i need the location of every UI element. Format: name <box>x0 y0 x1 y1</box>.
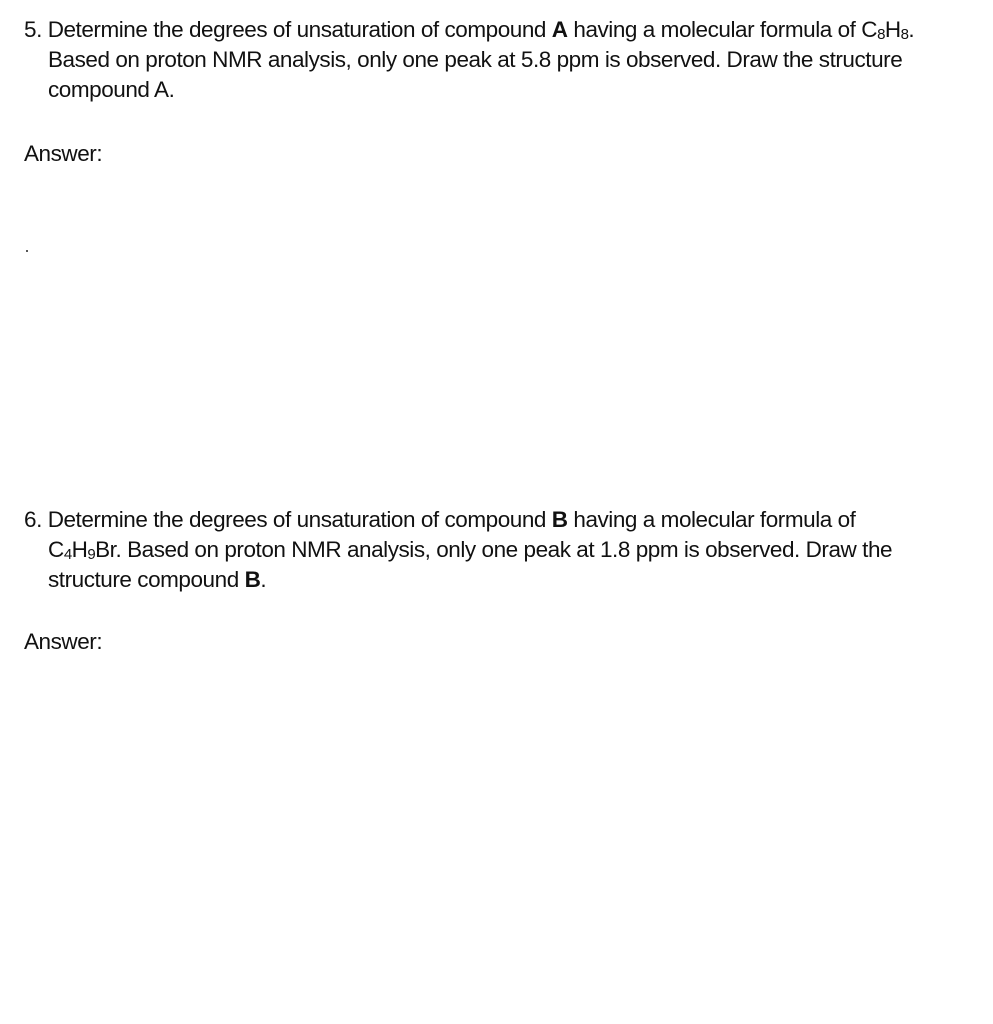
formula-b-bromine: Br <box>95 537 116 562</box>
formula-a <box>861 17 908 42</box>
question-6-line-1 <box>24 505 944 535</box>
formula-b <box>48 537 115 562</box>
formula-b-carbon: C <box>48 537 64 562</box>
question-5 <box>24 15 944 105</box>
question-6 <box>24 505 944 595</box>
formula-b-hydrogen: H <box>71 537 88 562</box>
question-5-line-2: Based on proton NMR analysis, only one peak at 5.8 ppm is observed. Draw the structure <box>48 47 903 72</box>
question-5-answer-label: Answer: <box>24 141 103 166</box>
question-5-line-3: compound A. <box>48 77 175 102</box>
compound-b-label: B <box>551 507 568 532</box>
compound-a-label: A <box>551 17 568 42</box>
question-6-text-start: Determine the degrees of unsaturation of compound <box>47 507 552 532</box>
question-6-line-3 <box>24 565 944 595</box>
formula-a-hydrogen-count: 8 <box>900 26 909 43</box>
question-5-text-end: . <box>908 17 915 42</box>
question-6-line-3-text: structure compound <box>48 567 245 592</box>
question-6-answer-label: Answer: <box>24 629 103 654</box>
question-6-answer-area[interactable] <box>24 663 924 993</box>
question-6-line-3-end: . <box>260 567 267 592</box>
formula-b-hydrogen-count: 9 <box>87 546 96 563</box>
question-5-text-start: Determine the degrees of unsaturation of compound <box>47 17 552 42</box>
compound-b-label-2: B <box>244 567 261 592</box>
question-5-answer-area[interactable] <box>24 175 924 475</box>
question-6-line-2-text: . Based on proton NMR analysis, only one peak at 1.8 ppm is observed. Draw the <box>115 537 893 562</box>
formula-b-carbon-count: 4 <box>63 546 72 563</box>
formula-a-hydrogen: H <box>884 17 901 42</box>
question-5-line-1 <box>24 15 944 45</box>
question-5-text-mid: having a molecular formula of <box>567 17 862 42</box>
formula-a-carbon-count: 8 <box>877 26 885 43</box>
stray-mark <box>26 250 28 252</box>
formula-a-carbon: C <box>861 17 878 42</box>
question-6-number: 6. <box>24 507 42 532</box>
question-5-number: 5. <box>24 17 42 42</box>
question-6-text-end: having a molecular formula of <box>567 507 856 532</box>
question-6-line-2 <box>24 535 944 565</box>
